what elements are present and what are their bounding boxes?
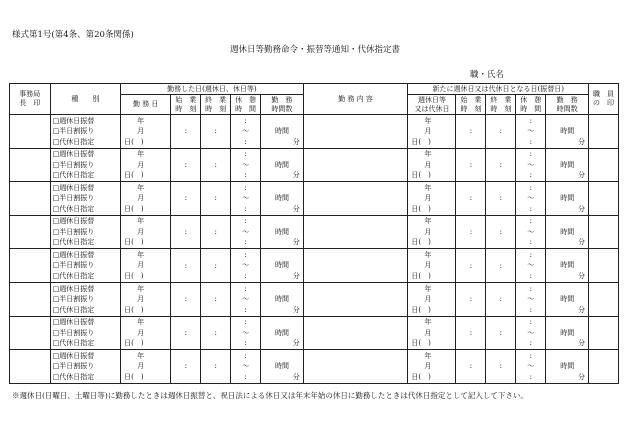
new-date-cell[interactable]: 年 月 日( ) [408,215,456,249]
break-time-cell[interactable]: : 〜 : [231,249,261,283]
work-hours-cell[interactable]: 時間 分 [261,282,304,316]
new-date-cell[interactable]: 年 月 日( ) [408,316,456,350]
new-date-cell[interactable]: 年 月 日( ) [408,282,456,316]
new-start-time-cell[interactable]: : [456,215,486,249]
kind-cell[interactable] [50,215,121,249]
new-date-cell[interactable]: 年 月 日( ) [408,182,456,216]
work-hours-cell[interactable]: 時間 分 [261,316,304,350]
table-body [10,115,619,384]
kind-option-compensatory-day[interactable]: □代休日指定 [52,372,95,381]
table-row [10,316,619,350]
start-time-cell[interactable]: : [171,182,201,216]
work-content-cell[interactable] [303,316,408,350]
new-work-hours-cell[interactable]: 時間 分 [546,182,589,216]
new-work-hours-cell[interactable]: 時間 分 [546,282,589,316]
start-time-cell[interactable]: : [171,249,201,283]
work-date-cell[interactable]: 年 月 日( ) [121,182,171,216]
work-content-cell[interactable] [303,215,408,249]
kind-option-half-day-allocation[interactable]: □半日割振り [52,227,95,236]
break-time-cell[interactable]: : 〜 : [231,282,261,316]
start-time-cell[interactable]: : [171,115,201,149]
new-work-hours-cell[interactable]: 時間 分 [546,215,589,249]
worked-day-group-header: 勤務した日(週休日、休日等) [121,84,304,95]
work-date-header: 勤 務 日 [121,95,171,115]
kind-cell[interactable] [50,148,121,182]
work-hours-cell[interactable]: 時間 分 [261,350,304,384]
work-hours-cell[interactable]: 時間 分 [261,148,304,182]
staff-seal-cell[interactable] [588,182,618,216]
staff-seal-cell[interactable] [588,249,618,283]
new-start-time-cell[interactable]: : [456,182,486,216]
work-hours-cell[interactable]: 時間 分 [261,115,304,149]
staff-seal-cell[interactable] [588,215,618,249]
end-time-cell[interactable]: : [201,316,231,350]
kind-option-compensatory-day[interactable]: □代休日指定 [52,305,95,314]
kind-option-half-day-allocation[interactable]: □半日割振り [52,127,95,136]
staff-seal-cell[interactable] [588,350,618,384]
break-time-header: 休 憩 時 間 [231,95,261,115]
new-end-time-cell[interactable]: : [486,115,516,149]
work-hours-cell[interactable]: 時間 分 [261,182,304,216]
new-start-time-cell[interactable]: : [456,115,486,149]
new-date-header: 週休日等 又は代休日 [408,95,456,115]
staff-seal-cell[interactable] [588,316,618,350]
kind-option-weekly-holiday-transfer[interactable]: □週休日振替 [52,150,95,159]
kind-option-compensatory-day[interactable]: □代休日指定 [52,271,95,280]
new-break-time-cell[interactable]: : 〜 : [516,182,546,216]
new-end-time-cell[interactable]: : [486,316,516,350]
staff-seal-cell[interactable] [588,115,618,149]
new-start-time-cell[interactable]: : [456,282,486,316]
new-start-time-cell[interactable]: : [456,148,486,182]
start-time-cell[interactable]: : [171,215,201,249]
new-break-time-cell[interactable]: : 〜 : [516,316,546,350]
new-break-time-cell[interactable]: : 〜 : [516,115,546,149]
office-head-seal-cell[interactable] [10,215,51,249]
new-date-cell[interactable]: 年 月 日( ) [408,350,456,384]
break-time-cell[interactable]: : 〜 : [231,148,261,182]
kind-option-weekly-holiday-transfer[interactable]: □週休日振替 [52,284,95,293]
kind-option-compensatory-day[interactable]: □代休日指定 [52,171,95,180]
new-start-time-cell[interactable]: : [456,316,486,350]
table-row [10,148,619,182]
work-hours-cell[interactable]: 時間 分 [261,249,304,283]
start-time-cell[interactable]: : [171,316,201,350]
table-row [10,249,619,283]
office-head-seal-cell[interactable] [10,148,51,182]
end-time-header: 終 業 時 刻 [201,95,231,115]
kind-option-weekly-holiday-transfer[interactable]: □週休日振替 [52,250,95,259]
office-head-seal-cell[interactable] [10,350,51,384]
kind-option-compensatory-day[interactable]: □代休日指定 [52,339,95,348]
table-row [10,115,619,149]
work-date-cell[interactable]: 年 月 日( ) [121,350,171,384]
table-row [10,182,619,216]
work-date-cell[interactable]: 年 月 日( ) [121,115,171,149]
kind-option-weekly-holiday-transfer[interactable]: □週休日振替 [52,116,95,125]
kind-option-weekly-holiday-transfer[interactable]: □週休日振替 [52,183,95,192]
office-head-seal-header: 事務局 長 印 [10,84,51,115]
new-break-time-cell[interactable]: : 〜 : [516,350,546,384]
kind-option-half-day-allocation[interactable]: □半日割振り [52,160,95,169]
new-start-time-cell[interactable]: : [456,249,486,283]
kind-option-half-day-allocation[interactable]: □半日割振り [52,362,95,371]
work-hours-header: 勤 務 時間数 [261,95,304,115]
end-time-cell[interactable]: : [201,182,231,216]
new-work-hours-cell[interactable]: 時間 分 [546,249,589,283]
new-work-hours-cell[interactable]: 時間 分 [546,316,589,350]
office-head-seal-cell[interactable] [10,115,51,149]
end-time-cell[interactable]: : [201,249,231,283]
kind-option-half-day-allocation[interactable]: □半日割振り [52,295,95,304]
kind-cell[interactable] [50,182,121,216]
kind-option-compensatory-day[interactable]: □代休日指定 [52,204,95,213]
new-day-group-header: 新たに週休日又は代休日となる日(振替日) [408,84,589,95]
staff-seal-cell[interactable] [588,148,618,182]
new-end-time-cell[interactable]: : [486,282,516,316]
kind-cell[interactable] [50,350,121,384]
name-label: 職・氏名 [470,70,505,80]
kind-cell[interactable] [50,115,121,149]
break-time-cell[interactable]: : 〜 : [231,182,261,216]
work-date-cell[interactable]: 年 月 日( ) [121,316,171,350]
end-time-cell[interactable]: : [201,350,231,384]
new-date-cell[interactable]: 年 月 日( ) [408,115,456,149]
new-break-time-cell[interactable]: : 〜 : [516,215,546,249]
work-content-cell[interactable] [303,350,408,384]
kind-option-half-day-allocation[interactable]: □半日割振り [52,328,95,337]
kind-option-weekly-holiday-transfer[interactable]: □週休日振替 [52,318,95,327]
kind-option-compensatory-day[interactable]: □代休日指定 [52,238,95,247]
office-head-seal-cell[interactable] [10,249,51,283]
office-head-seal-cell[interactable] [10,182,51,216]
kind-option-weekly-holiday-transfer[interactable]: □週休日振替 [52,217,95,226]
form-id: 様式第1号(第4条、第20条関係) [12,30,134,40]
start-time-cell[interactable]: : [171,148,201,182]
new-end-time-cell[interactable]: : [486,249,516,283]
work-content-cell[interactable] [303,148,408,182]
work-date-cell[interactable]: 年 月 日( ) [121,249,171,283]
work-content-cell[interactable] [303,182,408,216]
kind-header: 種 別 [50,84,121,115]
new-work-hours-cell[interactable]: 時間 分 [546,350,589,384]
new-end-time-cell[interactable]: : [486,350,516,384]
work-content-cell[interactable] [303,115,408,149]
table-row [10,282,619,316]
staff-seal-header: 職 員 の 印 [588,84,618,115]
new-date-cell[interactable]: 年 月 日( ) [408,249,456,283]
end-time-cell[interactable]: : [201,148,231,182]
new-work-hours-cell[interactable]: 時間 分 [546,148,589,182]
work-order-table [9,83,619,384]
new-end-time-cell[interactable]: : [486,182,516,216]
staff-seal-cell[interactable] [588,282,618,316]
work-date-cell[interactable]: 年 月 日( ) [121,148,171,182]
break-time-cell[interactable]: : 〜 : [231,215,261,249]
new-end-time-cell[interactable]: : [486,148,516,182]
new-end-time-cell[interactable]: : [486,215,516,249]
table-row [10,350,619,384]
work-content-cell[interactable] [303,249,408,283]
break-time-cell[interactable]: : 〜 : [231,316,261,350]
end-time-cell[interactable]: : [201,215,231,249]
kind-cell[interactable] [50,282,121,316]
kind-cell[interactable] [50,316,121,350]
end-time-cell[interactable]: : [201,115,231,149]
new-date-cell[interactable]: 年 月 日( ) [408,148,456,182]
work-date-cell[interactable]: 年 月 日( ) [121,215,171,249]
work-date-cell[interactable]: 年 月 日( ) [121,282,171,316]
new-start-time-header: 始 業 時 刻 [456,95,486,115]
work-content-cell[interactable] [303,282,408,316]
new-work-hours-cell[interactable]: 時間 分 [546,115,589,149]
office-head-seal-cell[interactable] [10,316,51,350]
table-row [10,215,619,249]
break-time-cell[interactable]: : 〜 : [231,350,261,384]
work-hours-cell[interactable]: 時間 分 [261,215,304,249]
start-time-header: 始 業 時 刻 [171,95,201,115]
document-title: 週休日等勤務命令・振替等通知・代休指定書 [229,45,400,55]
new-end-time-header: 終 業 時 刻 [486,95,516,115]
office-head-seal-cell[interactable] [10,282,51,316]
kind-option-weekly-holiday-transfer[interactable]: □週休日振替 [52,351,95,360]
kind-option-half-day-allocation[interactable]: □半日割振り [52,194,95,203]
content-header: 勤 務 内 容 [303,84,408,115]
kind-option-compensatory-day[interactable]: □代休日指定 [52,137,95,146]
end-time-cell[interactable]: : [201,282,231,316]
start-time-cell[interactable]: : [171,282,201,316]
new-start-time-cell[interactable]: : [456,350,486,384]
kind-option-half-day-allocation[interactable]: □半日割振り [52,261,95,270]
new-break-time-cell[interactable]: : 〜 : [516,249,546,283]
start-time-cell[interactable]: : [171,350,201,384]
new-work-hours-header: 勤 務 時間数 [546,95,589,115]
kind-cell[interactable] [50,249,121,283]
new-break-time-header: 休 憩 時 間 [516,95,546,115]
new-break-time-cell[interactable]: : 〜 : [516,282,546,316]
footnote: ※週休日(日曜日、土曜日等)に勤務したときは週休日振替と、祝日法による休日又は年末年始の休日に勤務したときは代休日指定として記入して下さい。 [12,391,528,400]
new-break-time-cell[interactable]: : 〜 : [516,148,546,182]
break-time-cell[interactable]: : 〜 : [231,115,261,149]
